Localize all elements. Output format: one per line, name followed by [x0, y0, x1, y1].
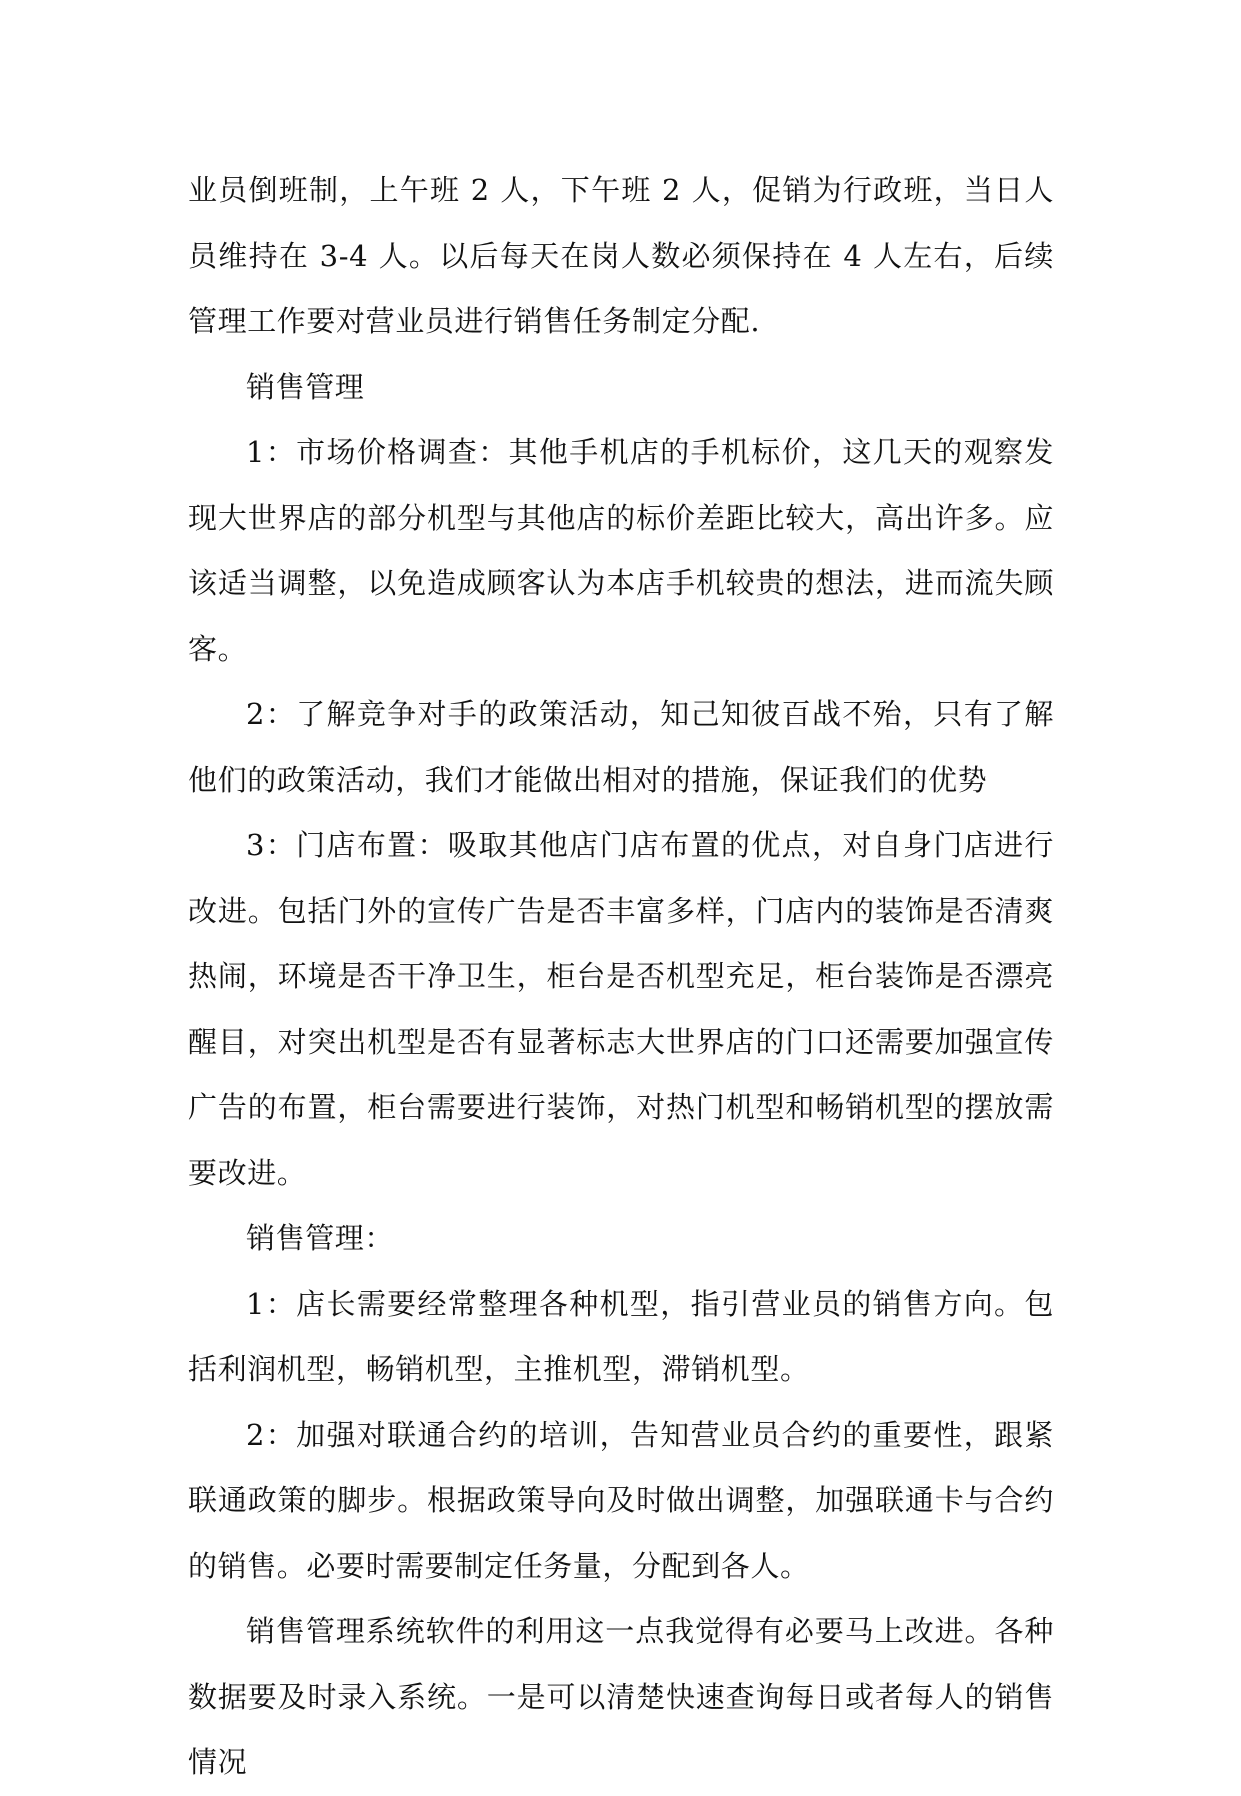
paragraph-competitor-policies: 2：了解竞争对手的政策活动，知己知彼百战不殆，只有了解他们的政策活动，我们才能做出相对的措施，保证我们的优势	[188, 697, 1054, 797]
paragraph-staff-shifts: 业员倒班制，上午班 2 人，下午班 2 人，促销为行政班，当日人员维持在 3-4 人。以后每天在岗人数必须保持在 4 人左右，后续管理工作要对营业员进行销售任务制定分配.	[188, 173, 1054, 338]
paragraph-model-organization: 1：店长需要经常整理各种机型，指引营业员的销售方向。包括利润机型，畅销机型，主推机型，滞销机型。	[188, 1286, 1054, 1386]
paragraph-unicom-contract-training: 2：加强对联通合约的培训，告知营业员合约的重要性，跟紧联通政策的脚步。根据政策导向及时做出调整，加强联通卡与合约的销售。必要时需要制定任务量，分配到各人。	[188, 1417, 1054, 1583]
heading-sales-management: 销售管理	[246, 369, 365, 404]
document-body	[188, 158, 1054, 1796]
paragraph-store-layout: 3：门店布置：吸取其他店门店布置的优点，对自身门店进行改进。包括门外的宣传广告是否丰富多样，门店内的装饰是否清爽热闹，环境是否干净卫生，柜台是否机型充足，柜台装饰是否漂亮醒目，对突出机型是否有显著标志大世界店的门口还需要加强宣传广告的布置，柜台需要进行装饰，对热门机型和畅销机型的摆放需要改进。	[188, 828, 1054, 1190]
heading-sales-management-2: 销售管理：	[246, 1221, 395, 1255]
paragraph-market-price-survey: 1：市场价格调查：其他手机店的手机标价，这几天的观察发现大世界店的部分机型与其他店的标价差距比较大，高出许多。应该适当调整，以免造成顾客认为本店手机较贵的想法，进而流失顾客。	[188, 435, 1054, 666]
paragraph-sales-system-software: 销售管理系统软件的利用这一点我觉得有必要马上改进。各种数据要及时录入系统。一是可以清楚快速查询每日或者每人的销售情况	[188, 1614, 1054, 1779]
